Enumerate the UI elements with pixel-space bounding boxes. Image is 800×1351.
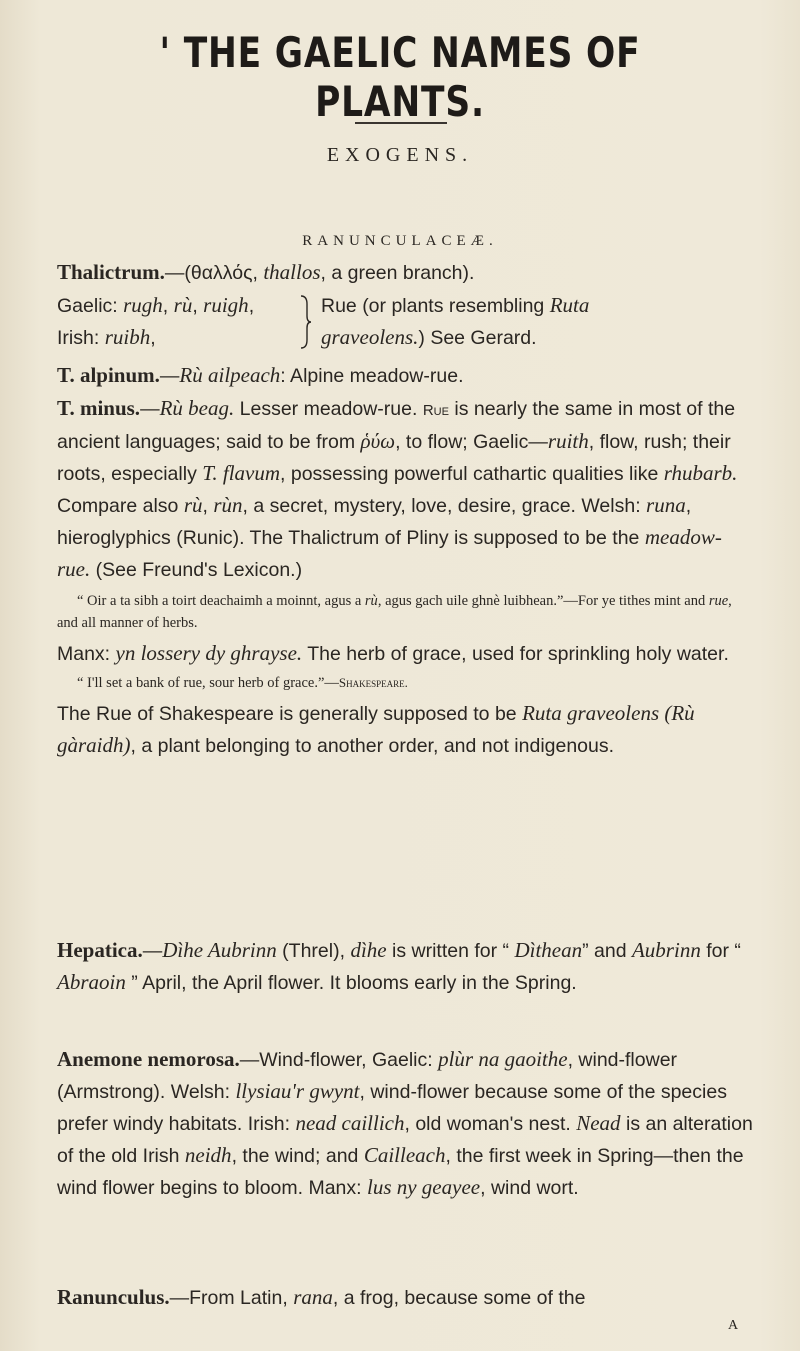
alpinum-entry: T. alpinum.—Rù ailpeach: Alpine meadow-rue. [57, 363, 464, 387]
anemone-entry: Anemone nemorosa.—Wind-flower, Gaelic: plùr na gaoithe, wind-flower (Armstrong). Welsh: llysiau'r gwynt, wind-flower because some of the species prefer windy habitats. Irish: nead caillich, old woman's nest. Nead is an alteration of the old Irish neidh, the wind; and Cailleach, the first week in Spring—then the wind flower begins to bloom. Manx: lus ny geayee, wind wort. [57, 1047, 753, 1199]
signature-mark: A [728, 1318, 741, 1333]
thalictrum-entry: Thalictrum.—(θαλλός, thallos, a green branch). [57, 260, 475, 284]
entry-name: Ranunculus. [57, 1285, 170, 1309]
page-title: ' THE GAELIC NAMES OF PLANTS. [159, 28, 641, 126]
entry-name: Anemone nemorosa. [57, 1047, 240, 1071]
quote-block: “ I'll set a bank of rue, sour herb of grace.”—Shakespeare. [77, 675, 408, 691]
hepatica-entry: Hepatica.—Dìhe Aubrinn (Threl), dìhe is written for “ Dìthean” and Aubrinn for “ Abraoin ” April, the April flower. It blooms early in the Spring. [57, 938, 741, 994]
family-heading: RANUNCULACEÆ. [302, 233, 498, 249]
entry-name: T. alpinum. [57, 363, 160, 387]
section-heading: EXOGENS. [326, 144, 474, 166]
entry-name: T. minus. [57, 396, 141, 420]
brace-icon [299, 294, 313, 350]
quote-block: “ Oir a ta sibh a toirt deachaimh a moinnt, agus a rù, agus gach uile ghnè luibhean.”—For ye tithes mint and rue, and all manner of herbs. [57, 593, 732, 631]
minus-entry: T. minus.—Rù beag. Lesser meadow-rue. Rue is nearly the same in most of the ancient languages; said to be from ῥύω, to flow; Gaelic—ruith, flow, rush; their roots, especially T. flavum, possessing powerful cathartic qualities like rhubarb. Compare also rù, rùn, a secret, mystery, love, desire, grace. Welsh: runa, hieroglyphics (Runic). The Thalictrum of Pliny is supposed to be the meadow-rue. (See Freund's Lexicon.) “ Oir a ta sibh a toirt deachaimh a moinnt, agus a rù, agus gach uile ghnè luibhean.”—For ye tithes mint and rue, and all manner of herbs. Manx: yn lossery dy ghrayse. The herb of grace, used for sprinkling holy water. “ I'll set a bank of rue, sour herb of grace.”—Shakespeare. The Rue of Shakespeare is generally supposed to be Ruta graveolens (Rù gàraidh), a plant belonging to another order, and not indigenous. [57, 393, 755, 762]
entry-name: Thalictrum. [57, 260, 165, 284]
ranunculus-entry: Ranunculus.—From Latin, rana, a frog, because some of the [57, 1285, 586, 1309]
title-rule [355, 122, 447, 124]
gaelic-irish-block: Gaelic: rugh, rù, ruigh, Irish: ruibh, Rue (or plants resembling Ruta graveolens.) See Gerard. [57, 293, 590, 349]
entry-name: Hepatica. [57, 938, 143, 962]
